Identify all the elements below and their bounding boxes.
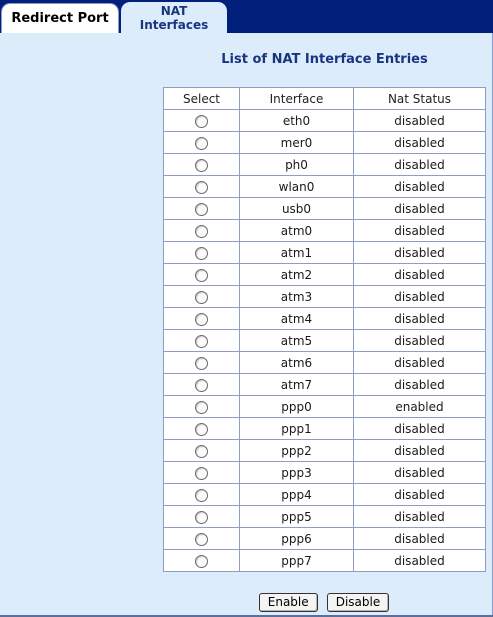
nat-status-cell: disabled [354,154,486,176]
table-row [164,462,486,484]
interface-cell: atm5 [240,330,354,352]
column-header-interface: Interface [240,88,354,110]
interface-cell: ppp0 [240,396,354,418]
select-radio[interactable] [195,203,208,216]
table-row [164,330,486,352]
table-row [164,418,486,440]
interface-cell: ppp7 [240,550,354,572]
interface-cell: ppp3 [240,462,354,484]
select-cell [164,484,240,506]
select-cell [164,550,240,572]
nat-status-cell: disabled [354,484,486,506]
select-cell [164,506,240,528]
select-radio[interactable] [195,379,208,392]
nat-status-cell: disabled [354,286,486,308]
table-row [164,242,486,264]
select-cell [164,308,240,330]
table-row [164,308,486,330]
nat-status-cell: disabled [354,198,486,220]
table-row [164,154,486,176]
interface-cell: atm4 [240,308,354,330]
nat-status-cell: disabled [354,352,486,374]
nat-status-cell: disabled [354,176,486,198]
interface-cell: mer0 [240,132,354,154]
table-row [164,264,486,286]
disable-button[interactable]: Disable [327,593,390,612]
interface-cell: ph0 [240,154,354,176]
table-row [164,220,486,242]
select-cell [164,110,240,132]
select-cell [164,330,240,352]
table-row [164,374,486,396]
select-cell [164,264,240,286]
select-cell [164,176,240,198]
column-header-select: Select [164,88,240,110]
select-radio[interactable] [195,247,208,260]
tab-redirect-port-label: Redirect Port [11,11,109,26]
nat-status-cell: disabled [354,220,486,242]
nat-interface-table [163,87,486,572]
select-radio[interactable] [195,489,208,502]
select-radio[interactable] [195,533,208,546]
select-radio[interactable] [195,445,208,458]
table-row [164,110,486,132]
table-row [164,440,486,462]
select-radio[interactable] [195,357,208,370]
table-row [164,396,486,418]
interface-cell: atm3 [240,286,354,308]
nat-status-cell: enabled [354,396,486,418]
interface-cell: usb0 [240,198,354,220]
interface-cell: ppp4 [240,484,354,506]
select-cell [164,374,240,396]
interface-cell: ppp6 [240,528,354,550]
interface-cell: ppp5 [240,506,354,528]
select-cell [164,154,240,176]
table-row [164,550,486,572]
table-row [164,484,486,506]
select-radio[interactable] [195,401,208,414]
nat-status-cell: disabled [354,550,486,572]
interface-cell: atm1 [240,242,354,264]
interface-cell: ppp1 [240,418,354,440]
nat-status-cell: disabled [354,418,486,440]
interface-cell: atm6 [240,352,354,374]
select-radio[interactable] [195,335,208,348]
interface-cell: atm2 [240,264,354,286]
select-radio[interactable] [195,291,208,304]
table-row [164,198,486,220]
select-cell [164,440,240,462]
nat-status-cell: disabled [354,330,486,352]
nat-status-cell: disabled [354,506,486,528]
table-header-row [164,88,486,110]
select-radio[interactable] [195,269,208,282]
table-row [164,286,486,308]
action-buttons [0,591,493,612]
nat-status-cell: disabled [354,132,486,154]
column-header-nat-status: Nat Status [354,88,486,110]
select-radio[interactable] [195,181,208,194]
interface-cell: eth0 [240,110,354,132]
tab-bar [0,0,493,33]
select-radio[interactable] [195,555,208,568]
table-row [164,132,486,154]
select-cell [164,242,240,264]
select-cell [164,418,240,440]
table-row [164,176,486,198]
nat-status-cell: disabled [354,264,486,286]
tab-nat-interfaces-label: NAT Interfaces [139,4,209,32]
interface-cell: ppp2 [240,440,354,462]
select-cell [164,396,240,418]
nat-status-cell: disabled [354,308,486,330]
nat-status-cell: disabled [354,110,486,132]
select-radio[interactable] [195,313,208,326]
tab-nat-interfaces[interactable] [121,2,227,33]
nat-status-cell: disabled [354,462,486,484]
select-cell [164,352,240,374]
select-cell [164,528,240,550]
select-radio[interactable] [195,225,208,238]
nat-status-cell: disabled [354,440,486,462]
select-cell [164,198,240,220]
select-cell [164,462,240,484]
select-radio[interactable] [195,159,208,172]
select-cell [164,132,240,154]
select-radio[interactable] [195,115,208,128]
select-cell [164,286,240,308]
interface-cell: wlan0 [240,176,354,198]
select-radio[interactable] [195,137,208,150]
nat-status-cell: disabled [354,528,486,550]
tab-redirect-port[interactable] [1,3,119,33]
table-row [164,506,486,528]
select-radio[interactable] [195,467,208,480]
table-row [164,528,486,550]
select-radio[interactable] [195,423,208,436]
table-row [164,352,486,374]
page-title: List of NAT Interface Entries [221,52,428,67]
nat-status-cell: disabled [354,374,486,396]
enable-button[interactable]: Enable [259,593,318,612]
select-radio[interactable] [195,511,208,524]
interface-cell: atm0 [240,220,354,242]
select-cell [164,220,240,242]
interface-cell: atm7 [240,374,354,396]
nat-status-cell: disabled [354,242,486,264]
